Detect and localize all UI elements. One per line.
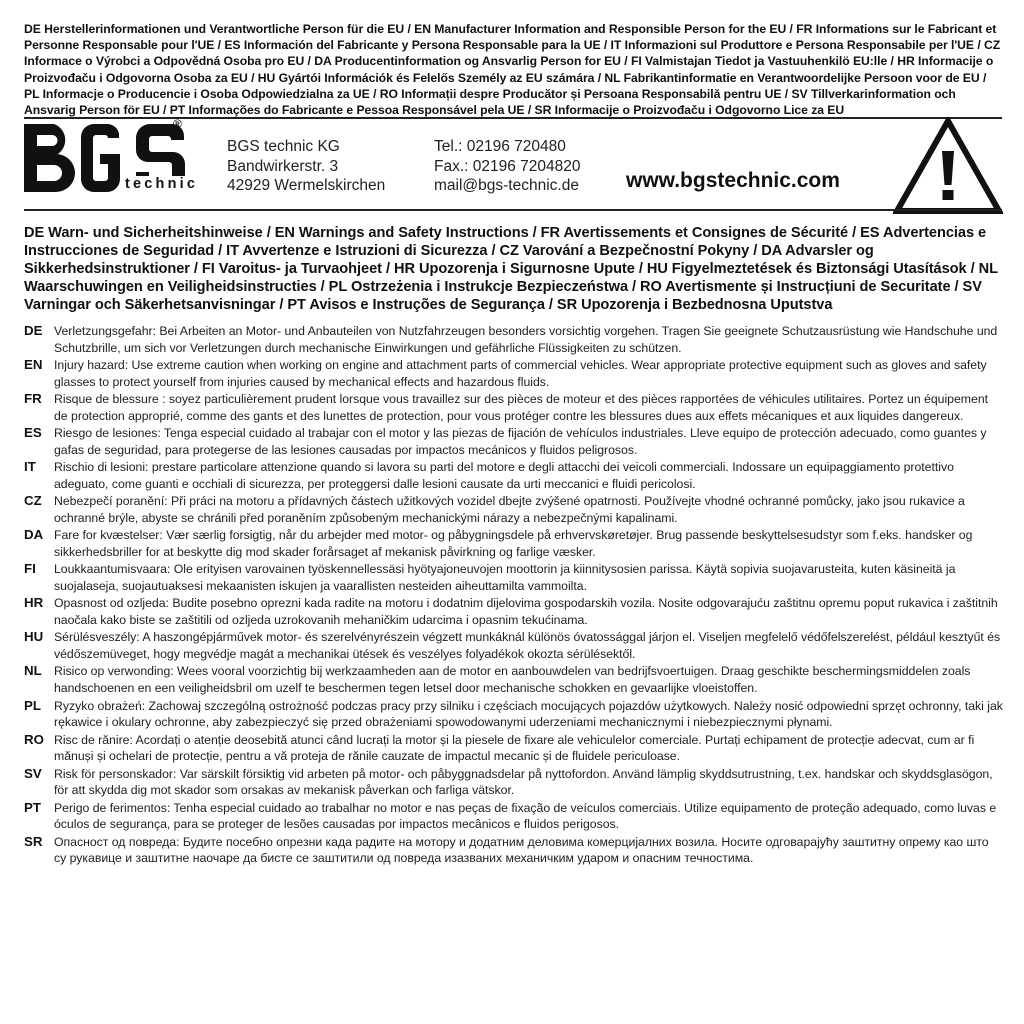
warning-text: Опасност од повреда: Будите посебно опрезни када радите на мотору и додатним деловима комерцијалних возила. Носите одговарајућу заштитну опрему као што су рукавице и заштитне наочаре да бисте се заштитили од повреда изазваних механичким ударом и опасним течностима. xyxy=(54,834,989,866)
language-code: PT xyxy=(24,799,41,815)
warning-text: Nebezpečí poranění: Při práci na motoru a přídavných částech užitkových vozidel dbejte zvýšené opatrnosti. Používejte vhodné ochranné pomůcky, jako jsou rukavice a ochranné brýle, abyste se chránili před poraněním způsobeným mechanickými nárazy a nebezpečnými kapalinami. xyxy=(54,494,965,525)
logo-subtitle: technic xyxy=(125,176,199,192)
language-code: IT xyxy=(24,459,36,475)
warning-text: Riesgo de lesiones: Tenga especial cuidado al trabajar con el motor y las piezas de fijación de vehículos industriales. Lleve equipo de protección adecuado, como guantes y gafas de seguridad, para protegerse de las lesiones causadas por impactos mecánicos y fluidos peligrosos. xyxy=(54,426,987,457)
registered-mark: ® xyxy=(173,117,182,131)
warning-text: Loukkaantumisvaara: Ole erityisen varovainen työskennellessäsi hyötyajoneuvojen moottorin ja kiinnitysosien parissa. Käytä sopivia suojavarusteita, kuten käsineitä ja suojalaseja, suojautuaksesi mekaanisten iskujen ja vaarallisten nesteiden aiheuttamilta vammoilta. xyxy=(54,562,956,593)
language-code: DA xyxy=(24,527,44,543)
warning-text: Perigo de ferimentos: Tenha especial cuidado ao trabalhar no motor e nas peças de fixação de veículos comerciais. Utilize equipamento de proteção adequado, como luvas e óculos de segurança, para se proteger de lesões causadas por impactos mecânicos e fluidos perigosos. xyxy=(54,800,997,832)
company-name: BGS technic KG xyxy=(227,138,340,155)
warning-text: Opasnost od ozljeda: Budite posebno oprezni kada radite na motoru i dodatnim dijelovima gospodarskih vozila. Nosite odgovarajuću zaštitnu opremu poput rukavica i zaštitnih naočala kako biste se zaštitili od ozljeda uzrokovanih mehaničkim udarcima i opasnim tekućinama. xyxy=(54,596,998,627)
warning-text: Verletzungsgefahr: Bei Arbeiten an Motor- und Anbauteilen von Nutzfahrzeugen besonders vorsichtig vorgehen. Tragen Sie geeignete Schutzausrüstung wie Handschuhe und Schutzbrille, um sich vor Verletzungen durch mechanische Einwirkungen und gefährliche Flüssigkeiten zu schützen. xyxy=(54,324,998,355)
warning-entry-sr xyxy=(24,834,1004,867)
language-code: FI xyxy=(24,561,36,577)
warnings-title: DE Warn- und Sicherheitshinweise / EN Warnings and Safety Instructions / FR Avertissements et Consignes de Sécurité / ES Advertencias e Instrucciones de Seguridad / IT Avvertenze e Istruzioni di Sicurezza / CZ Varování a Bezpečnostní Pokyny / DA Advarsler og Sikkerhedsinstruktioner / FI Varoitus- ja Turvaohjeet / HR Upozorenja i Sigurnosne Upute / HU Figyelmeztetések és Biztonsági Utasítások / NL Waarschuwingen en Veiligheidsinstructies / PL Ostrzeżenia i Instrukcje Bezpieczeństwa / RO Avertismente și Instrucțiuni de Securitate / SV Varningar och Säkerhetsanvisningar / PT Avisos e Instruções de Segurança / SR Upozorenja i Bezbednosna Uputstva xyxy=(24,225,998,314)
warning-entry-cz xyxy=(24,493,1004,526)
divider-bottom xyxy=(24,209,1002,211)
manufacturer-info-heading: DE Herstellerinformationen und Verantwortliche Person für die EU / EN Manufacturer Information and Responsible Person for the EU / FR Informations sur le Fabricant et Personne Responsable pour l'UE / ES Información del Fabricante y Persona Responsable para la UE / IT Informazioni sul Produttore e Persona Responsabile per l'UE / CZ Informace o Výrobci a Odpovědná Osoba pro EU / DA Producentinformation og Ansvarlig Person for EU / FI Valmistajan Tiedot ja Vastuuhenkilö EU:lle / HR Informacije o Proizvođaču i Odgovorna Osoba za EU / HU Gyártói Információk és Felelős Személy az EU számára / NL Fabrikantinformatie en Verantwoordelijke Persoon voor de EU / PL Informacje o Producencie i Osoba Odpowiedzialna za UE / RO Informații despre Producător și Persoana Responsabilă pentru UE / SV Tillverkarinformation och Ansvarig Person för EU / PT Informações do Fabricante e Pessoa Responsável pela UE / SR Informacije o Proizvođaču i Odgovorno Lice za EU xyxy=(24,22,1001,118)
language-code: ES xyxy=(24,425,42,441)
language-code: HU xyxy=(24,629,44,645)
language-code: HR xyxy=(24,595,44,611)
language-code: SV xyxy=(24,765,42,781)
language-code: NL xyxy=(24,663,42,679)
website-link[interactable]: www.bgstechnic.com xyxy=(626,169,840,192)
warning-entry-it xyxy=(24,459,1004,492)
warning-entry-en xyxy=(24,357,1004,390)
warning-entry-de xyxy=(24,323,1004,356)
warning-entry-sv xyxy=(24,766,1004,799)
warnings-list xyxy=(24,323,1004,868)
warning-entry-pl xyxy=(24,698,1004,731)
contact-block xyxy=(434,137,581,196)
email-address[interactable]: mail@bgs-technic.de xyxy=(434,177,579,194)
warning-text: Sérülésveszély: A haszongépjárművek motor- és szerelvényrészein végzett munkáknál különös óvatossággal járjon el. Viseljen megfelelő védőfelszerelést, például kesztyűt és védőszemüveget, hogy megvédje magát a mechanikai ütések és veszélyes folyadékok okozta sérülésektől. xyxy=(54,630,1001,661)
street-address: Bandwirkerstr. 3 xyxy=(227,157,339,175)
warning-entry-pt xyxy=(24,800,1004,833)
language-code: PL xyxy=(24,697,41,713)
warning-text: Risque de blessure : soyez particulièrement prudent lorsque vous travaillez sur des pièces de moteur et des pièces rapportées de véhicules utilitaires. Portez un équipement de protection approprié, comme des gants et des lunettes de protection, pour vous protéger contre les blessures dues aux effets mécaniques et aux liquides dangereux. xyxy=(54,392,989,423)
fax-number: Fax.: 02196 7204820 xyxy=(434,157,581,175)
warning-text: Risc de rănire: Acordați o atenție deosebită atunci când lucrați la motor și la piesele de fixare ale vehiculelor comerciale. Purtați echipament de protecție adecvat, cum ar fi mănuși și ochelari de protecție, pentru a vă proteja de rănile cauzate de impactul mecanic și de fluidele periculoase. xyxy=(54,732,975,764)
language-code: SR xyxy=(24,833,43,849)
warning-text: Injury hazard: Use extreme caution when working on engine and attachment parts of commercial vehicles. Wear appropriate protective equipment such as gloves and safety glasses to protect yourself from injuries caused by mechanical effects and hazardous fluids. xyxy=(54,358,987,389)
language-code: FR xyxy=(24,391,42,407)
address-block xyxy=(227,137,385,196)
warning-entry-fr xyxy=(24,391,1004,424)
warning-text: Rischio di lesioni: prestare particolare attenzione quando si lavora su parti del motore e degli attacchi dei veicoli commerciali. Indossare un equipaggiamento protettivo adeguato, come guanti e occhiali di sicurezza, per proteggersi dalle lesioni causate da urti meccanici e fluidi pericolosi. xyxy=(54,460,954,491)
language-code: CZ xyxy=(24,493,42,509)
warning-entry-hr xyxy=(24,595,1004,628)
warning-entry-es xyxy=(24,425,1004,458)
warning-triangle-icon xyxy=(893,117,1003,215)
language-code: EN xyxy=(24,357,43,373)
warning-text: Ryzyko obrażeń: Zachowaj szczególną ostrożność podczas pracy przy silniku i częściach mocujących pojazdów użytkowych. Należy nosić odpowiedni sprzęt ochronny, taki jak rękawice i okulary ochronne, aby zabezpieczyć się przed obrażeniami spowodowanymi uderzeniami mechanicznymi i niebezpiecznymi płynami. xyxy=(54,698,1003,730)
warning-entry-fi xyxy=(24,561,1004,594)
warning-entry-nl xyxy=(24,663,1004,696)
warning-text: Risico op verwonding: Wees vooral voorzichtig bij werkzaamheden aan de motor en aanbouwdelen van bedrijfsvoertuigen. Draag geschikte beschermingsmiddelen zoals handschoenen en een veiligheidsbril om uzelf te beschermen tegen letsel door mechanische schokken en gevaarlijke vloeistoffen. xyxy=(54,664,971,695)
warning-text: Fare for kvæstelser: Vær særlig forsigtig, når du arbejder med motor- og påbygningsdele på erhvervskøretøjer. Brug passende beskyttelsesudstyr som f.eks. handsker og sikkerhedsbriller for at beskytte dig mod skader forårsaget af mekanisk påvirkning og farlige væsker. xyxy=(54,528,973,559)
warning-text: Risk för personskador: Var särskilt försiktig vid arbeten på motor- och påbyggnadsdelar på nyttofordon. Använd lämplig skyddsutrustning, t.ex. handskar och skyddsglasögon, för att skydda dig mot skador som orsakas av mekanisk påverkan och farliga vätskor. xyxy=(54,766,993,798)
warning-entry-hu xyxy=(24,629,1004,662)
city-address: 42929 Wermelskirchen xyxy=(227,177,386,194)
language-code: DE xyxy=(24,323,43,338)
divider-top xyxy=(24,117,1002,119)
phone-number: Tel.: 02196 720480 xyxy=(434,138,566,155)
warning-entry-da xyxy=(24,527,1004,560)
warning-entry-ro xyxy=(24,732,1004,765)
language-code: RO xyxy=(24,731,44,747)
